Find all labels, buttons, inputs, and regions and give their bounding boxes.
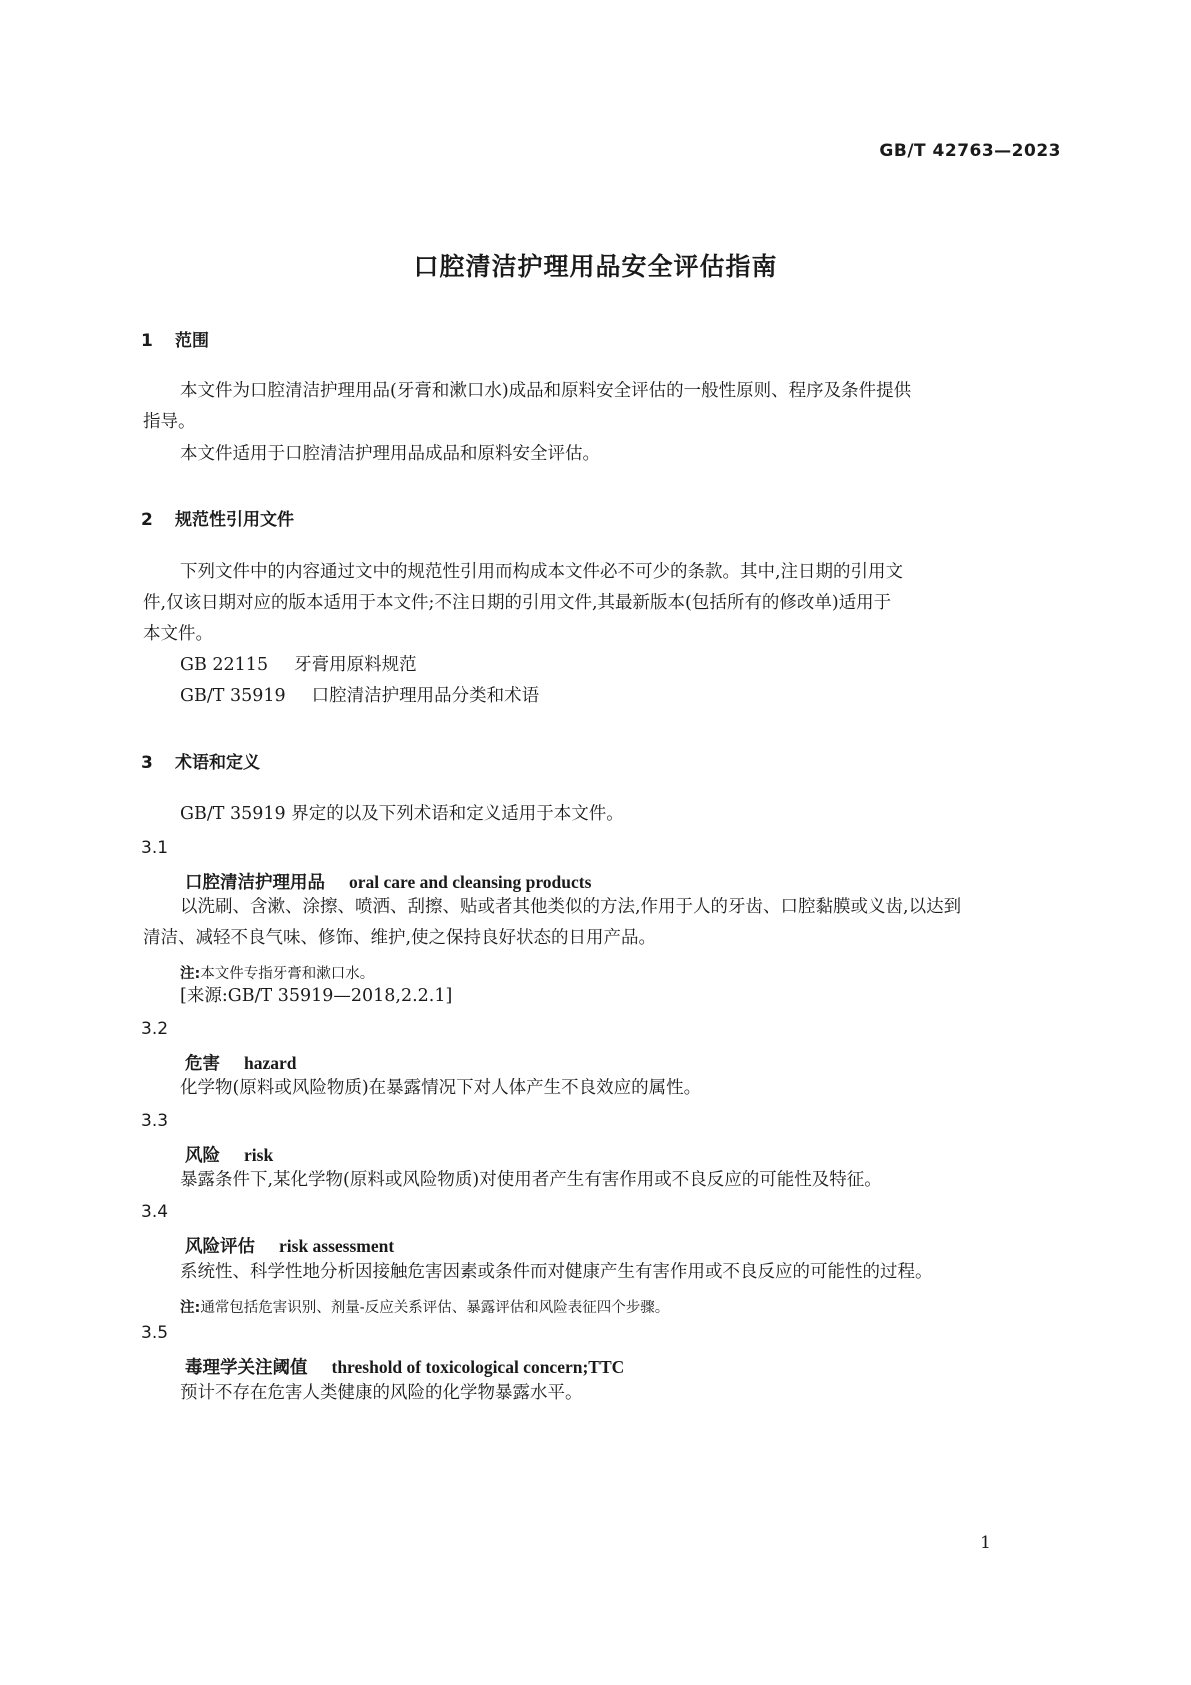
term-zh: 风险 [185, 1146, 220, 1166]
section-title: 范围 [175, 331, 209, 351]
note-text: 本文件专指牙膏和漱口水。 [200, 966, 375, 982]
note-text: 通常包括危害识别、剂量-反应关系评估、暴露评估和风险表征四个步骤。 [200, 1300, 670, 1316]
scope-paragraph-line: 本文件适用于口腔清洁护理用品成品和原料安全评估。 [180, 444, 600, 464]
reference-title: 口腔清洁护理用品分类和术语 [311, 686, 540, 706]
term-number: 3.2 [141, 1019, 169, 1039]
references-intro-line: 本文件。 [143, 624, 213, 644]
reference-title: 牙膏用原料规范 [294, 655, 417, 675]
reference-item [180, 688, 539, 706]
term-note [180, 1296, 669, 1317]
term-en: risk [244, 1145, 274, 1165]
references-intro-line: 下列文件中的内容通过文中的规范性引用而构成本文件必不可少的条款。其中,注日期的引用文 [180, 562, 904, 582]
document-title: 口腔清洁护理用品安全评估指南 [413, 252, 778, 281]
note-label: 注: [180, 1300, 201, 1316]
terms-intro: GB/T 35919 界定的以及下列术语和定义适用于本文件。 [180, 804, 624, 824]
page-number: 1 [980, 1533, 991, 1553]
section-number: 2 [141, 510, 153, 530]
term-number: 3.1 [141, 838, 169, 858]
references-intro-line: 件,仅该日期对应的版本适用于本文件;不注日期的引用文件,其最新版本(包括所有的修改单)适用于 [143, 593, 892, 613]
reference-code: GB 22115 [180, 655, 269, 675]
scope-paragraph-line: 本文件为口腔清洁护理用品(牙膏和漱口水)成品和原料安全评估的一般性原则、程序及条件提供 [180, 381, 912, 401]
term-note [180, 962, 374, 983]
term-en: threshold of toxicological concern;TTC [331, 1357, 625, 1377]
section-heading-terms [141, 748, 260, 773]
term-number: 3.3 [141, 1111, 169, 1131]
section-number: 1 [141, 331, 153, 351]
term-heading [185, 869, 591, 894]
term-definition-line: 预计不存在危害人类健康的风险的化学物暴露水平。 [180, 1383, 583, 1403]
term-zh: 危害 [185, 1054, 220, 1074]
section-heading-normative-references [141, 505, 294, 530]
term-source: [来源:GB/T 35919—2018,2.2.1] [180, 986, 453, 1006]
section-title: 规范性引用文件 [175, 510, 294, 530]
term-number: 3.5 [141, 1323, 169, 1343]
term-definition-line: 清洁、减轻不良气味、修饰、维护,使之保持良好状态的日用产品。 [143, 928, 657, 948]
term-zh: 口腔清洁护理用品 [185, 873, 325, 893]
section-number: 3 [141, 753, 153, 773]
term-definition-line: 化学物(原料或风险物质)在暴露情况下对人体产生不良效应的属性。 [180, 1078, 702, 1098]
term-heading [185, 1142, 273, 1167]
term-zh: 风险评估 [185, 1237, 255, 1257]
term-en: oral care and cleansing products [349, 872, 592, 892]
term-en: risk assessment [279, 1236, 395, 1256]
term-number: 3.4 [141, 1202, 169, 1222]
term-heading [185, 1050, 297, 1075]
term-definition-line: 系统性、科学性地分析因接触危害因素或条件而对健康产生有害作用或不良反应的可能性的过程。 [180, 1262, 933, 1282]
scope-paragraph-line: 指导。 [143, 412, 196, 432]
section-title: 术语和定义 [175, 753, 260, 773]
note-label: 注: [180, 966, 201, 982]
term-heading [185, 1233, 394, 1258]
term-zh: 毒理学关注阈值 [185, 1358, 308, 1378]
term-en: hazard [244, 1053, 297, 1073]
reference-code: GB/T 35919 [180, 686, 286, 706]
reference-item [180, 657, 417, 675]
term-definition-line: 以洗刷、含漱、涂擦、喷洒、刮擦、贴或者其他类似的方法,作用于人的牙齿、口腔黏膜或义齿,以达到 [180, 897, 962, 917]
term-definition-line: 暴露条件下,某化学物(原料或风险物质)对使用者产生有害作用或不良反应的可能性及特征。 [180, 1170, 882, 1190]
standard-number: GB/T 42763—2023 [879, 141, 1061, 161]
term-heading [185, 1354, 624, 1379]
section-heading-scope [141, 326, 209, 351]
